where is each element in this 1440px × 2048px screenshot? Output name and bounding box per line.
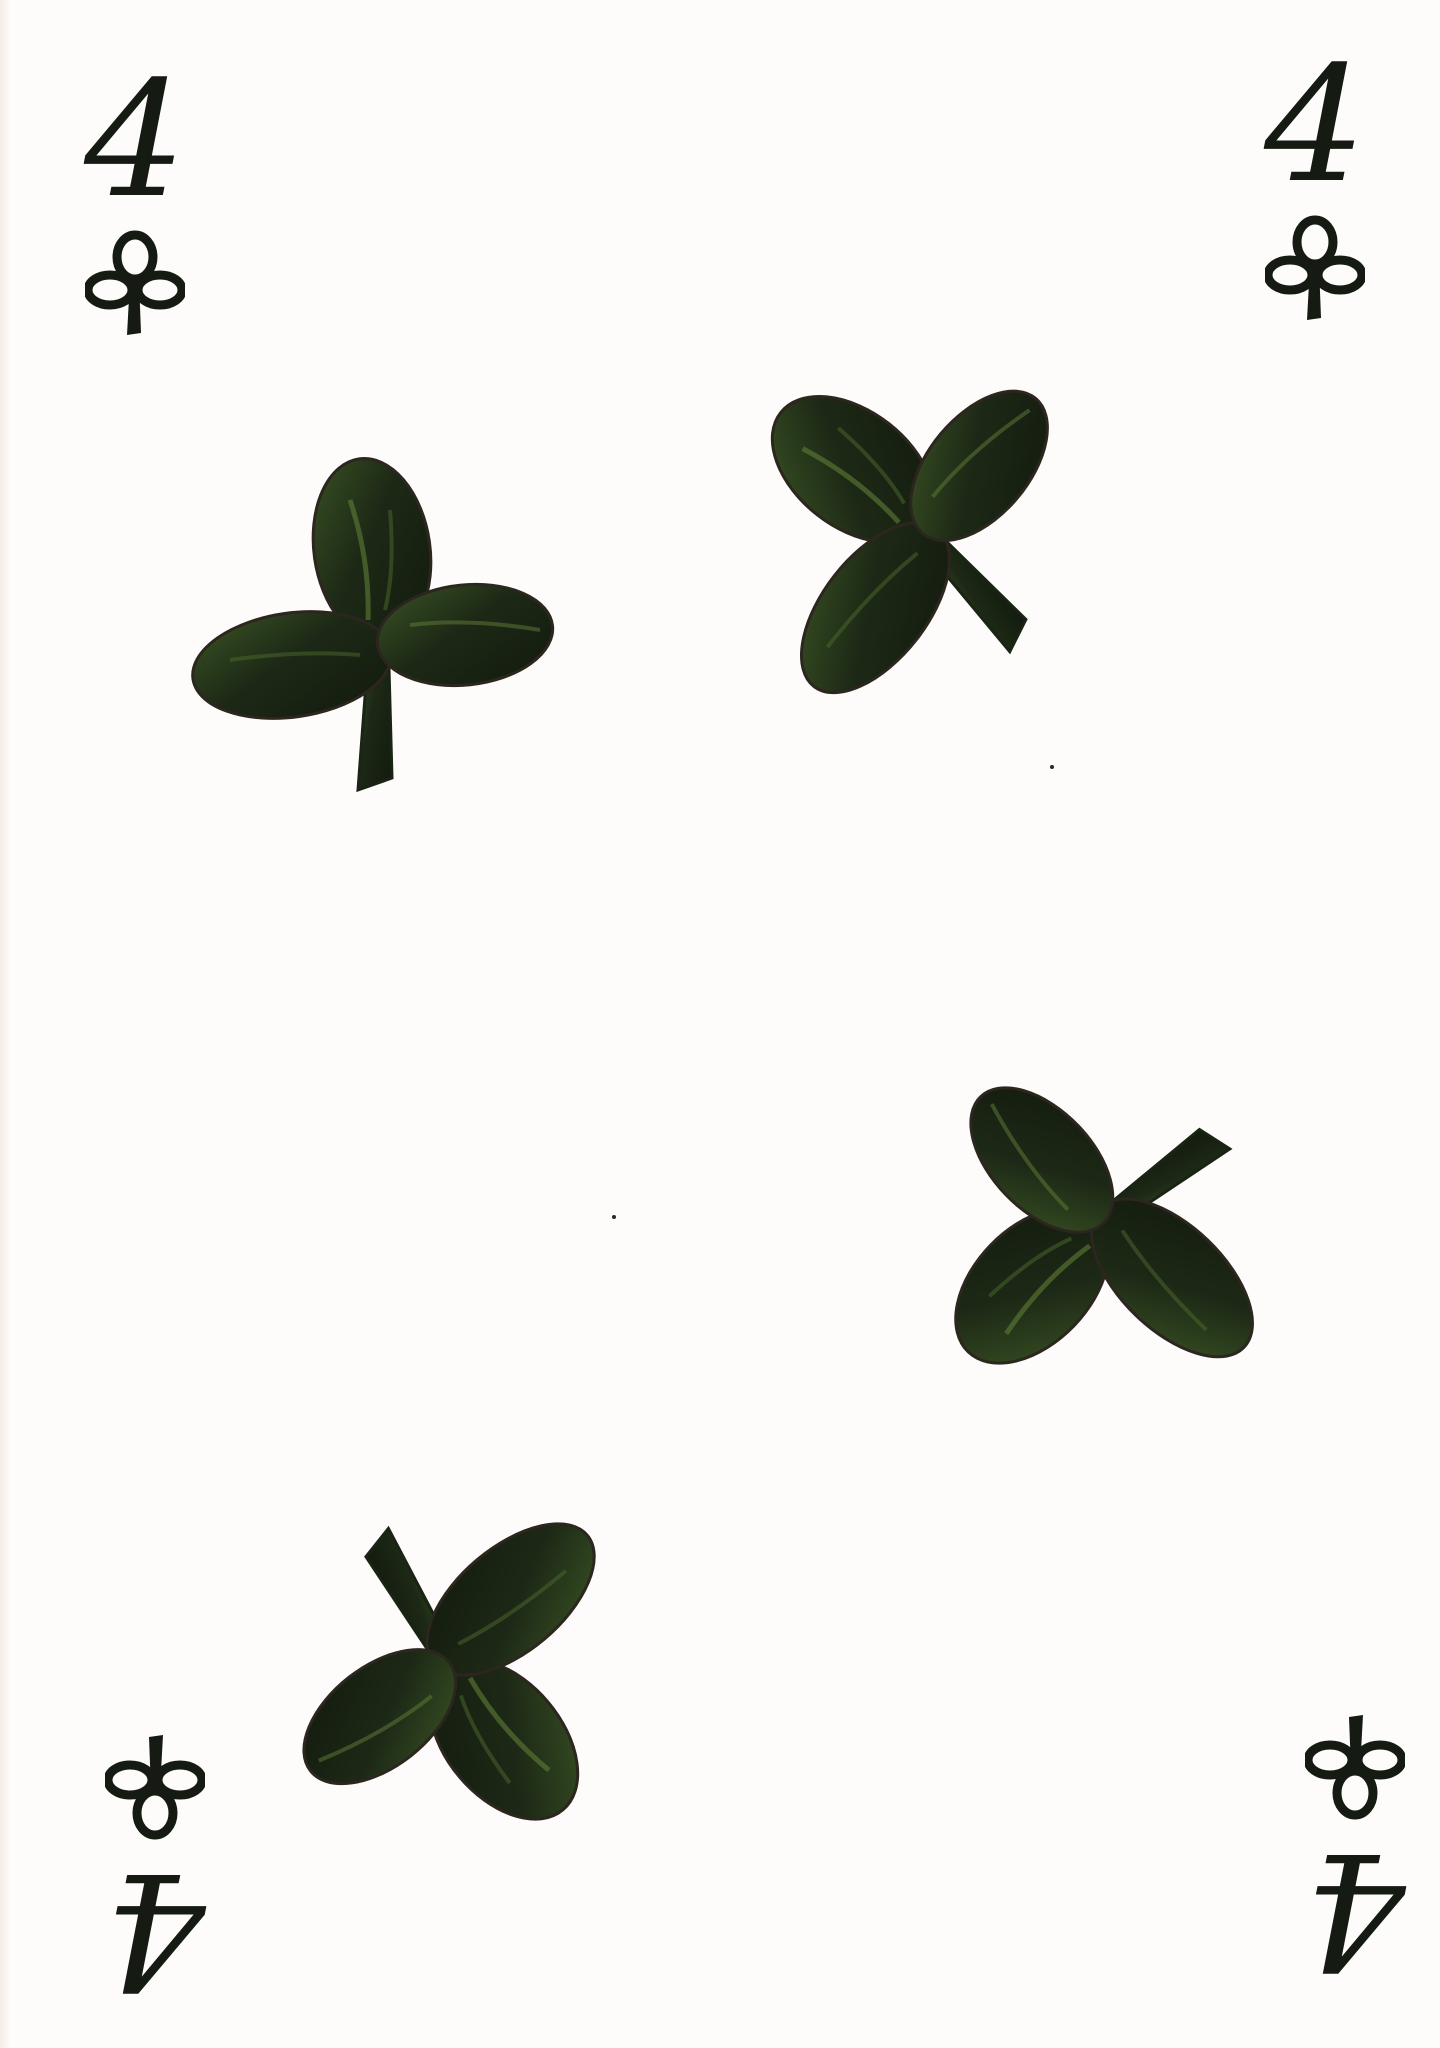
club-pip-top-right: [681, 281, 1168, 769]
club-icon: [105, 1715, 205, 1845]
corner-index-top-right: [1240, 31, 1390, 360]
club-pip-bottom-left: [210, 1430, 681, 1910]
corner-index-bottom-right: [1280, 1675, 1430, 2004]
rank-label: 4: [1264, 31, 1366, 218]
corner-index-top-left: [60, 46, 210, 375]
rank-label: 4: [84, 46, 186, 233]
club-icon: [681, 281, 1168, 769]
ink-speck: [1050, 765, 1054, 769]
rank-label: 4: [1304, 1817, 1406, 2004]
club-icon: [220, 460, 550, 820]
club-pip-middle-right: [852, 979, 1339, 1461]
club-icon: [852, 979, 1339, 1461]
club-icon: [210, 1430, 681, 1910]
club-icon: [85, 225, 185, 355]
club-icon: [1265, 210, 1365, 340]
club-icon: [1305, 1695, 1405, 1825]
rank-label: 4: [104, 1837, 206, 2024]
club-pip-top-left: [220, 460, 550, 820]
ink-speck: [612, 1215, 616, 1219]
corner-index-bottom-left: [80, 1695, 230, 2024]
